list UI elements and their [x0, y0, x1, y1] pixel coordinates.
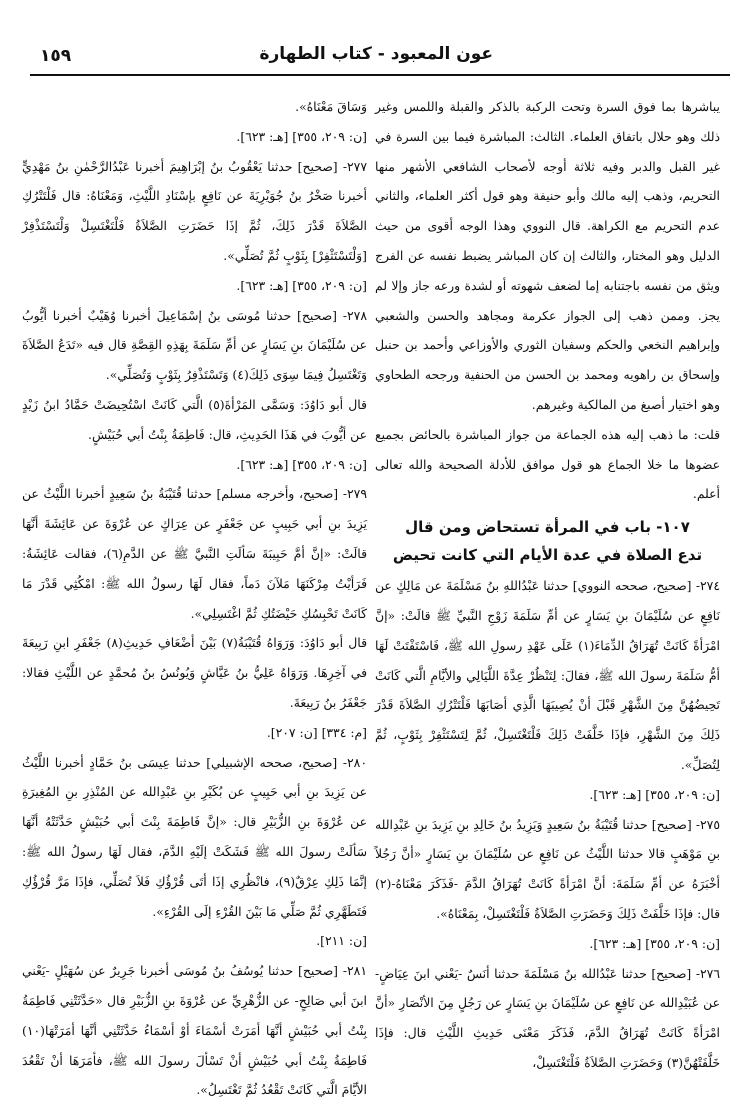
page-header [28, 40, 733, 70]
abu-dawud-note: قال أبو دَاوُدَ: وَرَوَاهُ قُتَيْبَةُ(٧) بَيْنَ أضْعَافِ حَدِيثِ(٨) جَعْفَرِ ابنِ رَبِيعَةَ في آخِرِهَا. وَرَوَاهُ عَلِيُّ بنُ عَيَّاشٍ وَيُونُسُ بنُ مُحمَّدٍ عن اللَّيْثِ فقالا: جَعْفَرُ بنُ رَبِيعَةَ. [22, 635, 367, 710]
page-number: ١٥٩ [40, 46, 72, 66]
hadith-277: ٢٧٧- [صحيح] حدثنا يَعْقُوبُ بنُ إبْرَاهِيمَ أخبرنا عَبْدُالرَّحْمٰنِ بنُ مَهْدِيٍّ أخبرنا صَخْرُ بنُ جُوَيْرِيَةَ عن نَافِعٍ بإسْنَادِ اللَّيْثِ، وَمَعْنَاهُ: قال فَلْتَتْرُكِ الصَّلاَةَ قَدْرَ ذَلِكَ، ثُمَّ إذَا حَضَرَتِ الصَّلاَةُ فَلْتَغْتَسِلْ وَلْتَسْتَذْفِرْ [وَلْتَسْتَثْفِرْ] بِثَوْبٍ ثُمَّ تُصَلِّي». [22, 158, 367, 263]
hadith-276: ٢٧٦- [صحيح] حدثنا عَبْدُالله بنُ مَسْلَمَةَ حدثنا أنَسٌ -يَعْني ابنَ عِيَاضٍ- عن عُبَيْدِالله عن نَافِعٍ عن سُلَيْمَانَ بنِ يَسَارٍ عن رَجُلٍ مِنَ الأنْصَارِ «أنَّ امْرَأةً كَانَتْ تُهَرَاقُ الدَّمَ، فَذَكَرَ مَعْنَى حَدِيثِ اللَّيْثِ قال: فإذَا خَلَّفَتْهُنَّ(٣) وَحَضَرَتِ الصَّلاَةُ فَلْتَغْتَسِلْ، [375, 965, 720, 1070]
hadith-reference: [م: ٣٣٤] [ن: ٢٠٧]. [266, 724, 367, 740]
hadith-reference: [ن: ٢١١]. [316, 933, 367, 949]
hadith-280: ٢٨٠- [صحيح، صححه الإشبيلي] حدثنا عِيسَى بنُ حَمَّادٍ أخبرنا اللَّيْثُ عن يَزِيدَ بنِ أبي حَبِيبٍ عن بُكَيْرِ بنِ عَبْدِالله عن المُنْذِرِ بنِ المُغِيرَةِ عن عُرْوَةَ بنِ الزُّبَيْرِ قال: «إنَّ فَاطِمَةَ بِنْتَ أبي حُبَيْشٍ حَدَّثَتْهُ أنَّهَا سَألَتْ رسولَ الله ﷺ فَشَكَتْ إلَيْهِ الدَّمَ، فقال لَهَا رسولُ الله ﷺ: إنَّمَا ذَلِكِ عِرْقٌ(٩)، فانْظُرِي إذَا أتَى قُرْؤُكِ فَلاَ تُصَلِّي، فإذَا مَرَّ قُرْؤُكِ فَتَطَهَّرِي ثُمَّ صَلِّي مَا بَيْنَ القُرْءِ إلَى القُرْءِ». [22, 754, 368, 919]
hadith-reference: [ن: ٢٠٩، ٣٥٥] [هـ: ٦٢٣]. [236, 456, 367, 472]
chapter-heading-line: ١٠٧- باب في المرأة تستحاض ومن قال [405, 518, 690, 537]
hadith-281: ٢٨١- [صحيح] حدثنا يُوسُفُ بنُ مُوسَى أخبرنا جَرِيرٌ عن سُهَيْلٍ -يَعْني ابنَ أبي صَالِحٍ- عن الزُّهْرِيِّ عن عُرْوَةَ بنِ الزُّبَيْرِ قال «حَدَّثَتْنِي فَاطِمَةُ بِنْتُ أبي حُبَيْشٍ أنَّهَا أمَرَتْ أسْمَاءَ أوْ أسْمَاءُ حَدَّثَتْنِي أنَّهَا أمَرَتْهَا(١٠) فَاطِمَةُ بِنْتُ أبي حُبَيْشٍ أنْ تَسْألَ رسولَ الله ﷺ، فأمَرَهَا أنْ تَقْعُدَ الأيَّامَ الَّتي كَانَتْ تَقْعُدُ ثُمَّ تَغْتَسِلُ». [22, 963, 367, 1098]
abu-dawud-note: قال أبو دَاوُدَ: وَسَمَّى المَرْأةَ(٥) الَّتي كَانَتْ اسْتُحِيضَتْ حَمَّادُ ابنُ زَيْدٍ عن أيُّوبَ في هَذَا الحَدِيثِ، قال: فَاطِمَةُ بِنْتُ أبي حُبَيْشٍ. [22, 396, 367, 442]
commentary-paragraph: قلت: ما ذهب إليه هذه الجماعة من جواز المباشرة بالحائض بجميع عضوها ما خلا الجماع هو قول موافق للأدلة الصحيحة والله تعالى أعلم. [375, 426, 720, 502]
hadith-275: ٢٧٥- [صحيح] حدثنا قُتَيْبَةُ بنُ سَعِيدٍ وَيَزِيدُ بنُ خَالِدِ بنِ يَزِيدَ بنِ عَبْدِالله بنِ مَوْهَبٍ قالا حدثنا اللَّيْثُ عن نَافِعٍ عن سُلَيْمَانَ بنِ يَسَارٍ «أنَّ رَجُلاً أخْبَرَهُ عن أمِّ سَلَمَةَ: أنَّ امْرَأةً كَانَتْ تُهَرَاقُ الدَّمَ -فَذَكَرَ مَعْنَاهُ-(٢) قال: فإذَا خَلَّفَتْ ذَلِكَ وَحَضَرَتِ الصَّلاَةُ فَلْتَغْتَسِلْ، بِمَعْنَاهُ». [375, 816, 720, 921]
chapter-heading [375, 513, 720, 569]
commentary-paragraph: يباشرها بما فوق السرة وتحت الركبة بالذكر والقبلة واللمس وغير ذلك وهو حلال باتفاق العلماء. الثالث: المباشرة فيما بين السرة في غير القبل والدبر وفيه ثلاثة أوجه لأصحاب الشافعي الأشهر منها التحريم، وذهب إليه مالك وأبو حنيفة وهو قول أكثر العلماء، والثاني عدم التحريم مع الكراهة. قال النووي وهذا الوجه أقوى من حيث الدليل وهو المختار، والثالث إن كان المباشر يضبط نفسه عن الفرج ويثق من نفسه باجتنابه إما لضعف شهوته أو لشدة ورعه جاز وإلا لم يجز. وممن ذهب إلى الجواز عكرمة ومجاهد والحسن والشعبي وإبراهيم النخعي والحكم وسفيان الثوري والأوزاعي وأحمد بن حنبل وإسحاق بن راهويه ومحمد بن الحسن من الحنفية ورجحه الطحاوي وهو اختيار أصبغ من المالكية وغيرهم. [375, 99, 720, 412]
hadith-276-continued: وَسَاقَ مَعْنَاهُ». [295, 99, 367, 114]
left-column [22, 92, 367, 1105]
running-title: عون المعبود - كتاب الطهارة [259, 44, 493, 64]
hadith-274: ٢٧٤- [صحيح، صححه النووي] حدثنا عَبْدُاللهِ بنُ مَسْلَمَةَ عن مَالِكٍ عن نَافِعٍ عن سُلَيْمَانَ بنِ يَسَارٍ عن أمِّ سَلَمَةَ زَوْجِ النَّبيِّ ﷺ قالَتْ: «إنَّ امْرَأةً كَانَتْ تُهَرَاقُ الدِّمَاءَ(١) عَلَى عَهْدِ رسولِ الله ﷺ، فَاسْتَفْتَتْ لَهَا أمُّ سَلَمَةَ رسولَ الله ﷺ، فقالَ: لِتَنْظُرْ عِدَّةَ اللَّيَالِي والأيَّامِ الَّتي كَانَتْ تَحِيضُهُنَّ مِنَ الشَّهْرِ قَبْلَ أنْ يُصِيبَهَا الَّذِي أصَابَهَا فَلْتَتْرُكِ الصَّلاَةَ قَدْرَ ذَلِكَ مِنَ الشَّهْرِ، فإذَا خَلَّفَتْ ذَلِكَ فَلْتَغْتَسِلْ، ثُمَّ لِتَسْتَثْفِرْ بِثَوْبٍ، ثُمَّ لِتُصَلِّ». [375, 578, 720, 772]
hadith-reference: [ن: ٢٠٩، ٣٥٥] [هـ: ٦٢٣]. [589, 786, 720, 802]
chapter-heading-line: تدع الصلاة في عدة الأيام التي كانت تحيض [392, 546, 703, 565]
hadith-reference: [ن: ٢٠٩، ٣٥٥] [هـ: ٦٢٣]. [236, 277, 367, 293]
hadith-reference: [ن: ٢٠٩، ٣٥٥] [هـ: ٦٢٣]. [589, 935, 720, 951]
hadith-279: ٢٧٩- [صحيح، وأخرجه مسلم] حدثنا قُتَيْبَةُ بنُ سَعِيدٍ أخبرنا اللَّيْثُ عن يَزِيدَ بنِ أبي حَبِيبٍ عن جَعْفَرٍ عن عِرَاكٍ عن عُرْوَةَ عن عَائِشَةَ أنَّهَا قالَتْ: «إنَّ أمَّ حَبِيبَةَ سَألَتِ النَّبيَّ ﷺ عن الدَّمِ(٦)، فقالت عَائِشَةُ: فَرَأيْتُ مِرْكَنَهَا مَلآنَ دَماً، فقال لَهَا رسولُ الله ﷺ: امْكُثِي قَدْرَ مَا كَانَتْ تَحْبِسُكِ حَيْضَتُكِ ثُمَّ اغْتَسِلِي». [22, 486, 367, 621]
hadith-reference: [ن: ٢٠٩، ٣٥٥] [هـ: ٦٢٣]. [236, 128, 367, 144]
header-rule [30, 74, 730, 76]
right-column [375, 92, 720, 1078]
hadith-278: ٢٧٨- [صحيح] حدثنا مُوسَى بنُ إسْمَاعِيلَ أخبرنا وُهَيْبٌ أخبرنا أيُّوبُ عن سُلَيْمَانَ بنِ يَسَارٍ عن أمِّ سَلَمَةَ بِهَذِهِ القِصَّةِ قال فيه «تَدَعُ الصَّلاَةَ وَتَغْتَسِلُ فِيمَا سِوَى ذَلِكَ(٤) وَتَسْتَذْفِرُ بِثَوْبٍ وَتُصَلِّي». [22, 307, 367, 383]
